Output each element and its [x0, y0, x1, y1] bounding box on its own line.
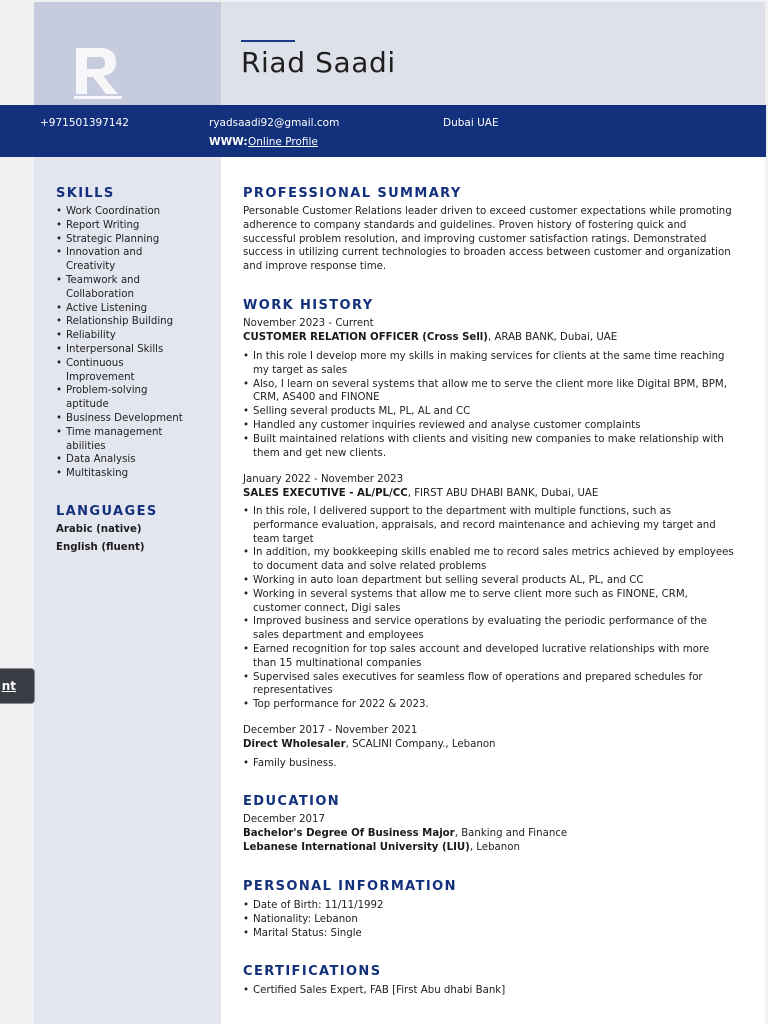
skill-item: • Problem-solving aptitude — [56, 384, 166, 412]
job-bullets — [243, 350, 735, 460]
job-bullet: • Selling several products ML, PL, AL and CC — [243, 405, 735, 419]
phone-number: +971501397142 — [40, 117, 129, 129]
personal-info-list — [243, 899, 735, 940]
job-role: Direct Wholesaler — [243, 739, 346, 750]
online-profile-link[interactable]: Online Profile — [248, 136, 318, 148]
location-text: Dubai UAE — [443, 117, 499, 129]
name-accent-line — [241, 40, 295, 42]
job-bullet: • In addition, my bookkeeping skills enabled me to record sales metrics achieved by employees to document data and solve related problems — [243, 546, 735, 574]
job-bullet: • Family business. — [243, 757, 735, 771]
job-bullet: • Working in auto loan department but selling several products AL, PL, and CC — [243, 574, 735, 588]
candidate-name: Riad Saadi — [241, 46, 396, 79]
skill-item: • Data Analysis — [56, 453, 216, 467]
skill-item: • Active Listening — [56, 302, 216, 316]
skill-item: • Innovation and Creativity — [56, 246, 166, 274]
education-school-line — [243, 842, 520, 853]
job-dates: November 2023 - Current — [243, 318, 374, 329]
skill-item: • Multitasking — [56, 467, 216, 481]
email-address: ryadsaadi92@gmail.com — [209, 117, 340, 129]
education-degree: Bachelor's Degree Of Business Major — [243, 828, 455, 839]
skill-item: • Reliability — [56, 329, 216, 343]
job-bullets — [243, 505, 735, 712]
skill-item: • Strategic Planning — [56, 233, 216, 247]
summary-heading: PROFESSIONAL SUMMARY — [243, 186, 462, 201]
side-tab-button[interactable] — [0, 668, 35, 704]
certifications-heading: CERTIFICATIONS — [243, 964, 382, 979]
personal-info-item: • Date of Birth: 11/11/1992 — [243, 899, 735, 913]
skill-item: • Relationship Building — [56, 315, 216, 329]
job-title-line — [243, 739, 496, 750]
sidebar-header-tint — [34, 2, 221, 107]
skill-item: • Interpersonal Skills — [56, 343, 216, 357]
job-bullet: • Supervised sales executives for seamless flow of operations and prepared schedules for representatives — [243, 671, 735, 699]
education-date: December 2017 — [243, 814, 325, 825]
job-bullet: • Handled any customer inquiries reviewed and analyse customer complaints — [243, 419, 735, 433]
job-bullet: • In this role, I delivered support to the department with multiple functions, such as performance evaluation, appraisals, and record maintenance and achieving my target and team target — [243, 505, 735, 546]
job-bullet: • In this role I develop more my skills in making services for clients at the same time reaching my target as sales — [243, 350, 735, 378]
languages-heading: LANGUAGES — [56, 504, 158, 519]
work-history-heading: WORK HISTORY — [243, 298, 374, 313]
contact-bar — [0, 105, 766, 157]
skill-item: • Report Writing — [56, 219, 216, 233]
skills-heading: SKILLS — [56, 186, 115, 201]
job-dates: January 2022 - November 2023 — [243, 474, 404, 485]
job-bullet: • Earned recognition for top sales account and developed lucrative relationships with more than 15 multinational companies — [243, 643, 735, 671]
side-tab-label: nt — [1, 679, 16, 693]
education-school: Lebanese International University (LIU) — [243, 842, 470, 853]
job-title-line — [243, 488, 598, 499]
job-bullet: • Also, I learn on several systems that allow me to serve the client more like Digital BPM, BPM, CRM, AS400 and FINONE — [243, 378, 735, 406]
job-title-line — [243, 332, 617, 343]
education-location: , Lebanon — [469, 842, 520, 853]
personal-info-item: • Marital Status: Single — [243, 927, 735, 941]
job-dates: December 2017 - November 2021 — [243, 725, 418, 736]
summary-text: Personable Customer Relations leader driven to exceed customer expectations while promoting adherence to company standards and guidelines. Proven history of fostering quick and successful problem resolution, and improving customer satisfaction ratings. Demonstrated success in utilizing current technologies to broaden access between customer and organization and improve response time. — [243, 206, 732, 273]
education-field: , Banking and Finance — [454, 828, 568, 839]
job-role: SALES EXECUTIVE - AL/PL/CC — [243, 488, 408, 499]
skill-item: • Business Development — [56, 412, 216, 426]
language-item: Arabic (native) — [56, 524, 142, 535]
certification-item: • Certified Sales Expert, FAB [First Abu dhabi Bank] — [243, 984, 735, 998]
job-bullet: • Top performance for 2022 & 2023. — [243, 698, 735, 712]
skill-item: • Continuous Improvement — [56, 357, 166, 385]
personal-info-heading: PERSONAL INFORMATION — [243, 879, 457, 894]
job-company: , FIRST ABU DHABI BANK, Dubai, UAE — [407, 488, 599, 499]
logo-icon — [72, 44, 124, 100]
www-label: WWW: — [209, 136, 248, 148]
skill-item: • Work Coordination — [56, 205, 216, 219]
language-item: English (fluent) — [56, 542, 145, 553]
skill-item: • Teamwork and Collaboration — [56, 274, 166, 302]
job-bullets — [243, 757, 735, 771]
skill-item: • Time management abilities — [56, 426, 176, 454]
skills-list — [56, 205, 216, 481]
job-company: , SCALINI Company., Lebanon — [345, 739, 496, 750]
job-company: , ARAB BANK, Dubai, UAE — [487, 332, 618, 343]
job-bullet: • Improved business and service operations by evaluating the periodic performance of the sales department and employees — [243, 615, 735, 643]
job-bullet: • Built maintained relations with clients and visiting new companies to make relationship with them and get new clients. — [243, 433, 735, 461]
education-heading: EDUCATION — [243, 794, 341, 809]
job-bullet: • Working in several systems that allow me to serve client more such as FINONE, CRM, customer connect, Digi sales — [243, 588, 735, 616]
job-role: CUSTOMER RELATION OFFICER (Cross Sell) — [243, 332, 488, 343]
personal-info-item: • Nationality: Lebanon — [243, 913, 735, 927]
education-degree-line — [243, 828, 567, 839]
certifications-list — [243, 984, 735, 998]
